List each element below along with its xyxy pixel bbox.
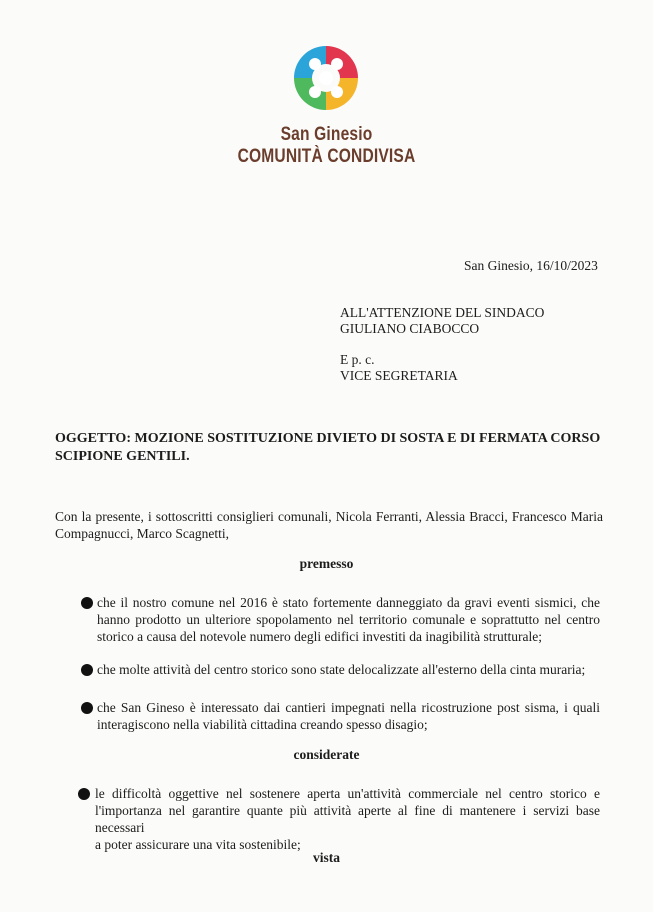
community-people-icon [290, 42, 362, 114]
premesso-item-1-line-1: che il nostro comune nel 2016 è stato fortemente danneggiato da gravi eventi sismici, che [97, 595, 600, 610]
premesso-item-2-line-1: che molte attività del centro storico sono state delocalizzate all'esterno della cinta muraria; [97, 662, 586, 677]
section-considerate: considerate [293, 747, 360, 762]
brand-name: San Ginesio [280, 124, 373, 145]
premesso-item-1 [97, 594, 600, 645]
bullet-icon [81, 597, 93, 609]
premesso-item-3-line-1: che San Gineso è interessato dai cantieri impegnati nella ricostruzione post sisma, i quali [97, 700, 600, 715]
intro-line-2: Compagnucci, Marco Scagnetti, [55, 526, 229, 541]
date-line: San Ginesio, 16/10/2023 [464, 258, 598, 273]
bullet-icon [81, 664, 93, 676]
subject-line-1: OGGETTO: MOZIONE SOSTITUZIONE DIVIETO DI SOSTA E DI FERMATA CORSO [55, 431, 601, 446]
premesso-item-3-line-2: interagiscono nella viabilità cittadina creando spesso disagio; [97, 717, 428, 732]
considerate-item-1-line-3: a poter assicurare una vita sostenibile; [95, 837, 301, 852]
subject [55, 430, 600, 466]
premesso-item-1-line-3: storico a causa del notevole numero degli edifici investiti da inagibilità strutturale; [97, 629, 542, 644]
considerate-item-1-line-1: le difficoltà oggettive nel sostenere aperta un'attività commerciale nel centro storico e [95, 786, 600, 801]
section-premesso: premesso [299, 556, 354, 571]
intro-paragraph [55, 508, 603, 542]
premesso-item-1-line-2: hanno prodotto un ulteriore spopolamento nel territorio comunale e soprattutto nel centro [97, 612, 600, 627]
brand-tagline: COMUNITÀ CONDIVISA [237, 146, 416, 167]
cc-label: E p. c. [340, 352, 375, 367]
recipient-line-2: GIULIANO CIABOCCO [340, 321, 480, 336]
intro-line-1: Con la presente, i sottoscritti consiglieri comunali, Nicola Ferranti, Alessia Bracci, Francesco Maria [55, 509, 603, 524]
bullet-icon [81, 702, 93, 714]
bullet-icon [78, 788, 90, 800]
recipient-line-1: ALL'ATTENZIONE DEL SINDACO [340, 305, 545, 320]
section-vista: vista [313, 850, 340, 865]
premesso-item-2 [97, 661, 600, 678]
considerate-item-1-line-2: l'importanza nel garantire quante più attività aperte al fine di mantenere i servizi base necessari [95, 803, 600, 835]
considerate-item-1 [95, 785, 600, 853]
premesso-item-3 [97, 699, 600, 733]
subject-line-2: SCIPIONE GENTILI. [55, 449, 190, 464]
cc-line: VICE SEGRETARIA [340, 368, 458, 383]
